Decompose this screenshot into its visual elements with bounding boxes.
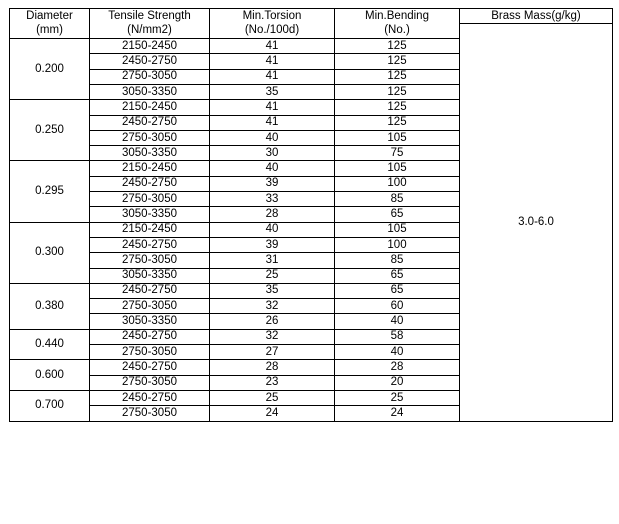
tensile-strength-cell: 2750-3050	[90, 69, 210, 84]
tensile-strength-cell: 3050-3350	[90, 314, 210, 329]
tensile-strength-cell: 2750-3050	[90, 130, 210, 145]
tensile-strength-cell: 2450-2750	[90, 390, 210, 405]
tensile-strength-cell: 2450-2750	[90, 54, 210, 69]
min-bending-cell: 24	[335, 406, 460, 421]
tensile-strength-cell: 2750-3050	[90, 345, 210, 360]
header-row	[10, 9, 613, 24]
min-torsion-cell: 27	[210, 345, 335, 360]
min-bending-cell: 125	[335, 100, 460, 115]
min-bending-cell: 125	[335, 115, 460, 130]
unit-diameter: (mm)	[10, 24, 90, 39]
tensile-strength-cell: 2750-3050	[90, 375, 210, 390]
tensile-strength-cell: 2450-2750	[90, 360, 210, 375]
min-bending-cell: 65	[335, 207, 460, 222]
tensile-strength-cell: 2450-2750	[90, 176, 210, 191]
tensile-strength-cell: 3050-3350	[90, 84, 210, 99]
tensile-strength-cell: 2750-3050	[90, 253, 210, 268]
diameter-cell: 0.200	[10, 39, 90, 100]
tensile-strength-cell: 2750-3050	[90, 299, 210, 314]
min-bending-cell: 28	[335, 360, 460, 375]
unit-min-bending: (No.)	[335, 24, 460, 39]
min-torsion-cell: 25	[210, 268, 335, 283]
min-torsion-cell: 35	[210, 283, 335, 298]
min-bending-cell: 85	[335, 192, 460, 207]
min-bending-cell: 65	[335, 268, 460, 283]
min-torsion-cell: 40	[210, 161, 335, 176]
min-torsion-cell: 41	[210, 54, 335, 69]
min-torsion-cell: 26	[210, 314, 335, 329]
spec-table	[9, 8, 613, 422]
min-bending-cell: 60	[335, 299, 460, 314]
min-torsion-cell: 35	[210, 84, 335, 99]
min-torsion-cell: 33	[210, 192, 335, 207]
min-torsion-cell: 41	[210, 100, 335, 115]
header-diameter: Diameter	[10, 9, 90, 24]
header-min-torsion: Min.Torsion	[210, 9, 335, 24]
diameter-cell: 0.295	[10, 161, 90, 222]
table-body	[10, 9, 613, 422]
min-torsion-cell: 23	[210, 375, 335, 390]
min-torsion-cell: 30	[210, 146, 335, 161]
min-bending-cell: 105	[335, 161, 460, 176]
min-torsion-cell: 32	[210, 299, 335, 314]
min-torsion-cell: 41	[210, 69, 335, 84]
min-bending-cell: 40	[335, 314, 460, 329]
min-bending-cell: 58	[335, 329, 460, 344]
min-torsion-cell: 28	[210, 360, 335, 375]
min-bending-cell: 105	[335, 130, 460, 145]
min-torsion-cell: 41	[210, 115, 335, 130]
min-torsion-cell: 40	[210, 130, 335, 145]
min-bending-cell: 125	[335, 39, 460, 54]
min-torsion-cell: 39	[210, 237, 335, 252]
diameter-cell: 0.700	[10, 390, 90, 421]
tensile-strength-cell: 2150-2450	[90, 100, 210, 115]
min-bending-cell: 75	[335, 146, 460, 161]
min-torsion-cell: 40	[210, 222, 335, 237]
diameter-cell: 0.380	[10, 283, 90, 329]
min-bending-cell: 65	[335, 283, 460, 298]
min-bending-cell: 25	[335, 390, 460, 405]
min-torsion-cell: 32	[210, 329, 335, 344]
tensile-strength-cell: 2450-2750	[90, 115, 210, 130]
header-brass-mass: Brass Mass(g/kg)	[460, 9, 613, 24]
tensile-strength-cell: 3050-3350	[90, 146, 210, 161]
min-bending-cell: 85	[335, 253, 460, 268]
min-bending-cell: 125	[335, 69, 460, 84]
min-torsion-cell: 39	[210, 176, 335, 191]
tensile-strength-cell: 2450-2750	[90, 237, 210, 252]
diameter-cell: 0.600	[10, 360, 90, 391]
min-bending-cell: 125	[335, 84, 460, 99]
min-bending-cell: 40	[335, 345, 460, 360]
brass-mass-value: 3.0-6.0	[460, 24, 613, 421]
unit-min-torsion: (No./100d)	[210, 24, 335, 39]
tensile-strength-cell: 2450-2750	[90, 283, 210, 298]
header-tensile-strength: Tensile Strength	[90, 9, 210, 24]
min-bending-cell: 105	[335, 222, 460, 237]
tensile-strength-cell: 3050-3350	[90, 207, 210, 222]
min-bending-cell: 100	[335, 237, 460, 252]
tensile-strength-cell: 3050-3350	[90, 268, 210, 283]
tensile-strength-cell: 2150-2450	[90, 222, 210, 237]
tensile-strength-cell: 2450-2750	[90, 329, 210, 344]
min-bending-cell: 100	[335, 176, 460, 191]
min-torsion-cell: 28	[210, 207, 335, 222]
diameter-cell: 0.440	[10, 329, 90, 360]
tensile-strength-cell: 2150-2450	[90, 161, 210, 176]
min-torsion-cell: 31	[210, 253, 335, 268]
min-bending-cell: 125	[335, 54, 460, 69]
min-torsion-cell: 24	[210, 406, 335, 421]
unit-tensile-strength: (N/mm2)	[90, 24, 210, 39]
header-min-bending: Min.Bending	[335, 9, 460, 24]
tensile-strength-cell: 2750-3050	[90, 192, 210, 207]
diameter-cell: 0.250	[10, 100, 90, 161]
min-torsion-cell: 41	[210, 39, 335, 54]
unit-row	[10, 24, 613, 39]
min-bending-cell: 20	[335, 375, 460, 390]
min-torsion-cell: 25	[210, 390, 335, 405]
diameter-cell: 0.300	[10, 222, 90, 283]
tensile-strength-cell: 2750-3050	[90, 406, 210, 421]
tensile-strength-cell: 2150-2450	[90, 39, 210, 54]
